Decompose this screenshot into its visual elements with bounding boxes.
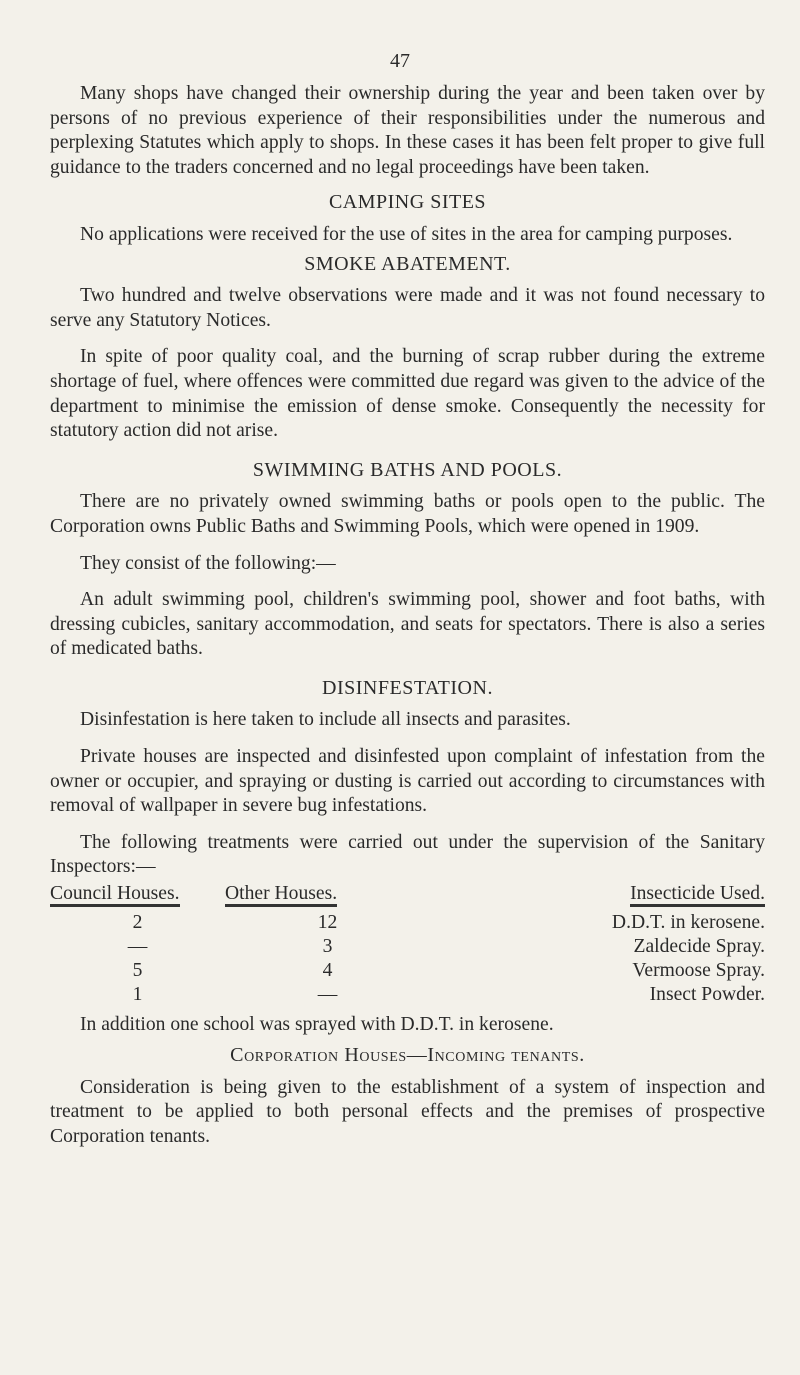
table-row	[50, 983, 765, 1007]
table-header-insecticide: Insecticide Used.	[430, 882, 765, 911]
table-row	[50, 959, 765, 983]
swimming-paragraph-1: There are no privately owned swimming baths or pools open to the public. The Corporation owns Public Baths and Swimming Pools, which were opened in 1909.	[50, 491, 765, 537]
table-cell-other: —	[317, 983, 338, 1005]
smoke-heading: SMOKE ABATEMENT.	[304, 252, 511, 275]
treatments-table	[50, 882, 765, 1007]
table-header-council: Council Houses.	[50, 882, 225, 911]
page-number: 47	[390, 50, 410, 72]
table-row	[50, 911, 765, 935]
table-cell-council: —	[127, 935, 148, 957]
table-cell-insecticide: Vermoose Spray.	[632, 959, 765, 981]
table-cell-other: 4	[322, 959, 333, 981]
table-cell-insecticide: Zaldecide Spray.	[633, 935, 765, 957]
smoke-paragraph-2: In spite of poor quality coal, and the burning of scrap rubber during the extreme shortage of fuel, where offences were committed due regard was given to the advice of the department to minimise the emission of dense smoke. Consequently the necessity for statutory action did not arise.	[50, 346, 765, 442]
table-cell-other: 12	[317, 911, 338, 933]
intro-paragraph: Many shops have changed their ownership during the year and been taken over by persons of no previous experience of their responsibilities under the numerous and perplexing Statutes which apply to shops. In these cases it has been felt proper to give full guidance to the traders concerned and no legal proceedings have been taken.	[50, 83, 765, 178]
disinfestation-paragraph-4: In addition one school was sprayed with D.D.T. in kerosene.	[80, 1013, 554, 1035]
disinfestation-paragraph-2: Private houses are inspected and disinfested upon complaint of infestation from the owner or occupier, and spraying or dusting is carried out according to circumstances with removal of wallpaper in severe bug infestations.	[50, 746, 765, 817]
disinfestation-heading: DISINFESTATION.	[322, 676, 493, 699]
smoke-paragraph-1: Two hundred and twelve observations were made and it was not found necessary to serve any Statutory Notices.	[50, 285, 765, 331]
page-body	[50, 82, 765, 1150]
swimming-paragraph-3: An adult swimming pool, children's swimming pool, shower and foot baths, with dressing cubicles, sanitary accommodation, and seats for spectators. There is also a series of medicated baths.	[50, 589, 765, 660]
corporation-heading: Corporation Houses—Incoming tenants.	[230, 1044, 585, 1067]
table-cell-council: 5	[132, 959, 143, 981]
table-header-row	[50, 882, 765, 911]
table-cell-insecticide: D.D.T. in kerosene.	[611, 911, 765, 933]
swimming-heading: SWIMMING BATHS AND POOLS.	[252, 458, 563, 481]
disinfestation-paragraph-3: The following treatments were carried out under the supervision of the Sanitary Inspectors:—	[50, 831, 765, 878]
table-cell-council: 1	[132, 983, 143, 1005]
table-cell-other: 3	[322, 935, 333, 957]
table-cell-council: 2	[132, 911, 143, 933]
disinfestation-paragraph-1: Disinfestation is here taken to include all insects and parasites.	[80, 709, 571, 731]
table-row	[50, 935, 765, 959]
camping-paragraph: No applications were received for the use of sites in the area for camping purposes.	[80, 223, 733, 245]
table-header-other: Other Houses.	[225, 882, 430, 911]
swimming-paragraph-2: They consist of the following:—	[80, 552, 336, 574]
camping-heading: CAMPING SITES	[328, 191, 487, 214]
table-cell-insecticide: Insect Powder.	[649, 983, 765, 1005]
corporation-paragraph: Consideration is being given to the establishment of a system of inspection and treatment to be applied to both personal effects and the premises of prospective Corporation tenants.	[50, 1076, 765, 1147]
